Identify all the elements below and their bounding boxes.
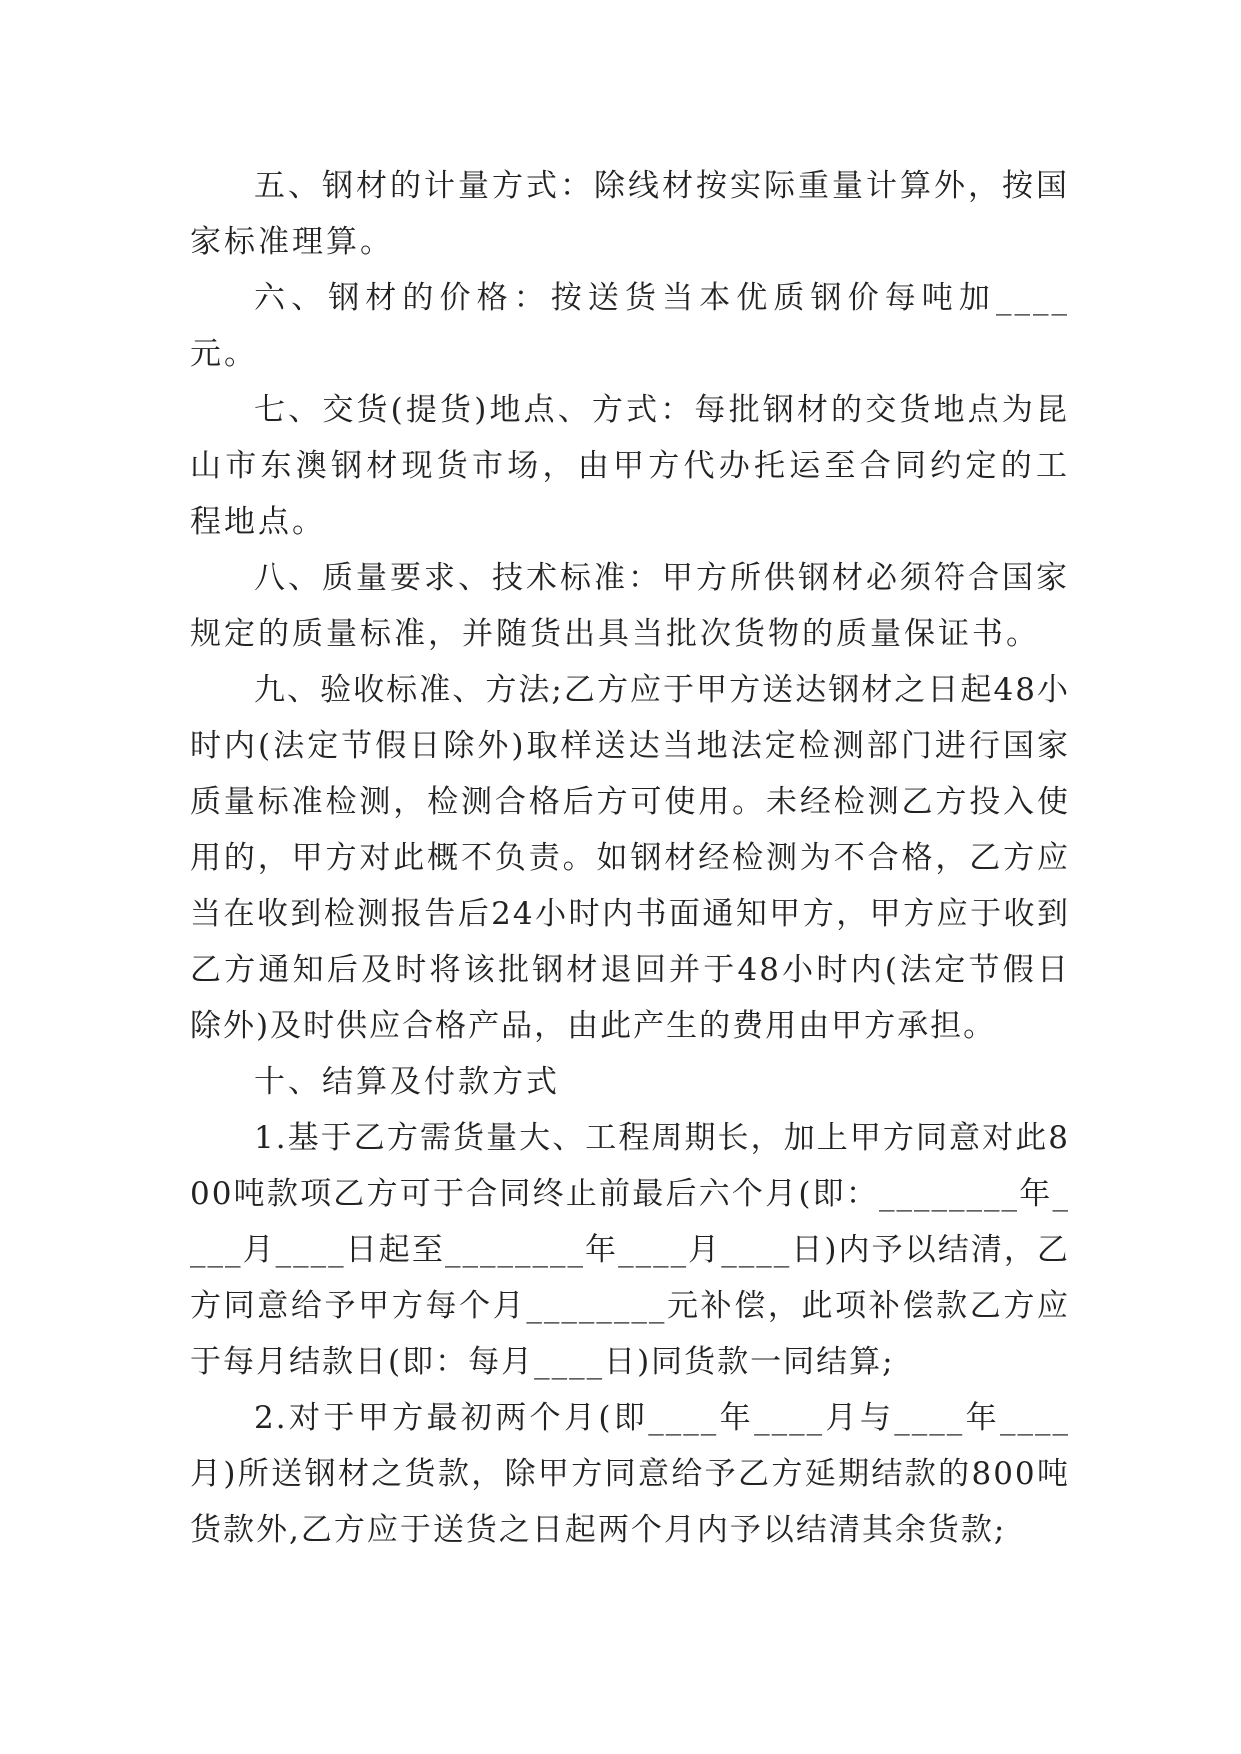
paragraph-delivery: 七、交货(提货)地点、方式：每批钢材的交货地点为昆山市东澳钢材现货市场，由甲方代办托运至合同约定的工程地点。 bbox=[190, 392, 1070, 540]
paragraph-settlement-heading: 十、结算及付款方式 bbox=[254, 1064, 560, 1100]
paragraph-settlement-1: 1.基于乙方需货量大、工程周期长，加上甲方同意对此800吨款项乙方可于合同终止前最后六个月(即：________年____月____日起至________年____月____日)内予以结清，乙方同意给予甲方每个月________元补偿，此项补偿款乙方应于每月结款日(即：每月____日)同货款一同结算; bbox=[190, 1120, 1070, 1380]
paragraph-measurement: 五、钢材的计量方式：除线材按实际重量计算外，按国家标准理算。 bbox=[190, 168, 1070, 260]
document-body bbox=[190, 158, 1070, 1558]
paragraph-settlement-2: 2.对于甲方最初两个月(即____年____月与____年____月)所送钢材之货款，除甲方同意给予乙方延期结款的800吨货款外,乙方应于送货之日起两个月内予以结清其余货款; bbox=[190, 1400, 1070, 1548]
paragraph-quality: 八、质量要求、技术标准：甲方所供钢材必须符合国家规定的质量标准，并随货出具当批次货物的质量保证书。 bbox=[190, 560, 1070, 652]
paragraph-acceptance: 九、验收标准、方法;乙方应于甲方送达钢材之日起48小时内(法定节假日除外)取样送达当地法定检测部门进行国家质量标准检测，检测合格后方可使用。未经检测乙方投入使用的，甲方对此概不负责。如钢材经检测为不合格，乙方应当在收到检测报告后24小时内书面通知甲方，甲方应于收到乙方通知后及时将该批钢材退回并于48小时内(法定节假日除外)及时供应合格产品，由此产生的费用由甲方承担。 bbox=[190, 672, 1070, 1044]
paragraph-price: 六、钢材的价格：按送货当本优质钢价每吨加____元。 bbox=[190, 280, 1070, 372]
